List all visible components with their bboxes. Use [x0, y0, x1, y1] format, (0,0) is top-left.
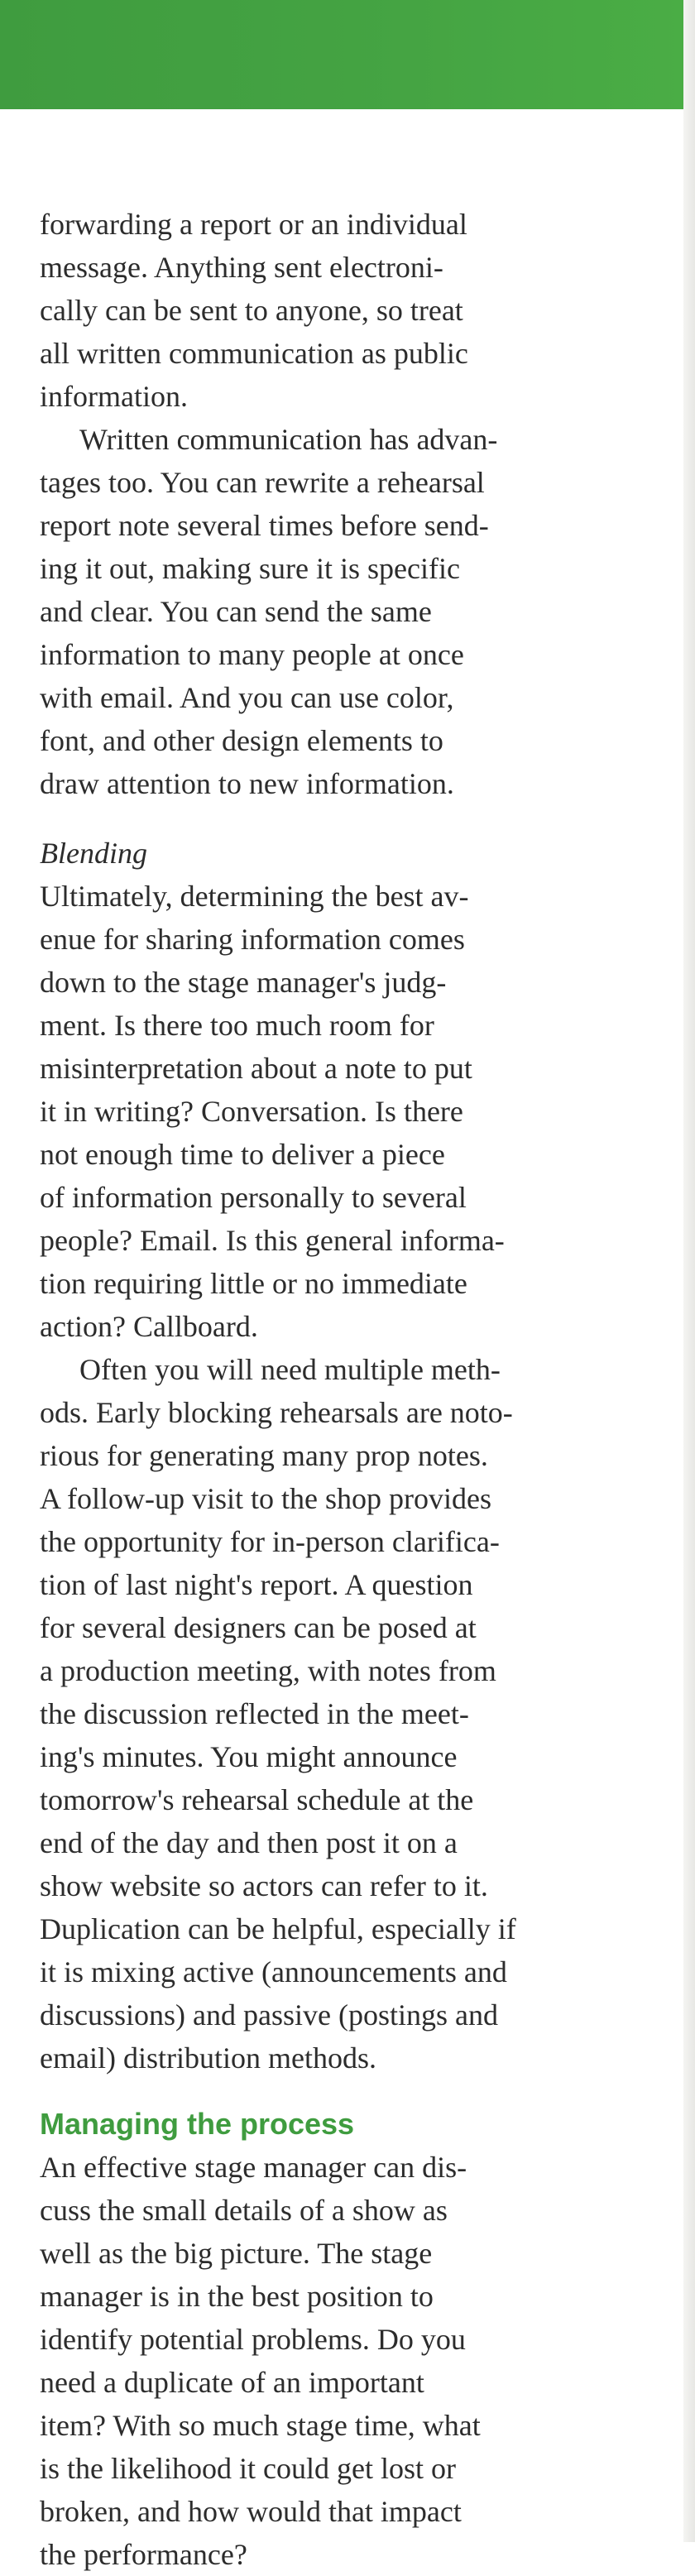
text-line: end of the day and then post it on a [40, 1826, 458, 1859]
text-line: ment. Is there too much room for [40, 1009, 434, 1042]
text-line: it in writing? Conversation. Is there [40, 1095, 463, 1128]
text-line: tion of last night's report. A question [40, 1568, 473, 1601]
text-line: a production meeting, with notes from [40, 1654, 496, 1687]
text-line: ods. Early blocking rehearsals are noto- [40, 1396, 513, 1429]
text-line: it is mixing active (announcements and [40, 1955, 507, 1988]
text-line: cally can be sent to anyone, so treat [40, 294, 463, 327]
text-line: information. [40, 380, 188, 413]
paragraph-multiple-methods [40, 1348, 624, 2080]
text-line: people? Email. Is this general informa- [40, 1224, 505, 1257]
text-line: forwarding a report or an individual [40, 208, 467, 241]
text-line: font, and other design elements to [40, 724, 443, 757]
text-line: enue for sharing information comes [40, 923, 465, 956]
subheading-blending: Blending [40, 837, 147, 870]
paragraph-blending-judgment [40, 875, 624, 1348]
text-line: for several designers can be posed at [40, 1611, 477, 1644]
text-line: information to many people at once [40, 638, 464, 671]
text-line: Ultimately, determining the best av- [40, 880, 469, 913]
text-line: Written communication has advan- [79, 423, 498, 456]
text-line: item? With so much stage time, what [40, 2409, 481, 2442]
text-line: well as the big picture. The stage [40, 2237, 433, 2270]
text-line: rious for generating many prop notes. [40, 1439, 488, 1472]
text-line: discussions) and passive (postings and [40, 1998, 498, 2032]
paragraph-written-advantages [40, 418, 624, 805]
text-line: the discussion reflected in the meet- [40, 1697, 469, 1730]
text-line: tages too. You can rewrite a rehearsal [40, 466, 485, 499]
text-line: broken, and how would that impact [40, 2495, 462, 2528]
text-line: with email. And you can use color, [40, 681, 454, 714]
text-line: need a duplicate of an important [40, 2366, 424, 2399]
text-line: ing it out, making sure it is specific [40, 552, 460, 585]
text-line: down to the stage manager's judg- [40, 966, 447, 999]
text-line: message. Anything sent electroni- [40, 251, 443, 284]
text-line: identify potential problems. Do you [40, 2323, 466, 2356]
spacer [40, 805, 624, 832]
text-line: draw attention to new information. [40, 767, 454, 800]
text-line: tion requiring little or no immediate [40, 1267, 467, 1300]
text-line: all written communication as public [40, 337, 468, 370]
paragraph-managing-process [40, 2146, 624, 2576]
paragraph-written-communication-public [40, 203, 624, 418]
text-line: show website so actors can refer to it. [40, 1869, 488, 1902]
text-line: email) distribution methods. [40, 2041, 376, 2075]
text-line: ing's minutes. You might announce [40, 1740, 458, 1773]
section-heading-managing-the-process: Managing the process [40, 2107, 355, 2141]
text-line: A follow-up visit to the shop provides [40, 1482, 491, 1515]
text-line: action? Callboard. [40, 1310, 258, 1343]
text-line: cuss the small details of a show as [40, 2194, 448, 2227]
page-edge [683, 0, 695, 2542]
text-column [40, 203, 624, 2576]
text-line: Duplication can be helpful, especially if [40, 1912, 516, 1945]
text-line: report note several times before send- [40, 509, 489, 542]
text-line: the opportunity for in-person clarifica- [40, 1525, 500, 1558]
text-line: An effective stage manager can dis- [40, 2151, 467, 2184]
spacer [40, 2080, 624, 2103]
text-line: not enough time to deliver a piece [40, 1138, 445, 1171]
text-line: the performance? [40, 2538, 247, 2571]
text-line: misinterpretation about a note to put [40, 1052, 472, 1085]
text-line: and clear. You can send the same [40, 595, 432, 628]
header-color-band [0, 0, 683, 109]
text-line: Often you will need multiple meth- [79, 1353, 501, 1386]
text-line: of information personally to several [40, 1181, 467, 1214]
text-line: manager is in the best position to [40, 2280, 434, 2313]
text-line: tomorrow's rehearsal schedule at the [40, 1783, 474, 1816]
text-line: is the likelihood it could get lost or [40, 2452, 456, 2485]
